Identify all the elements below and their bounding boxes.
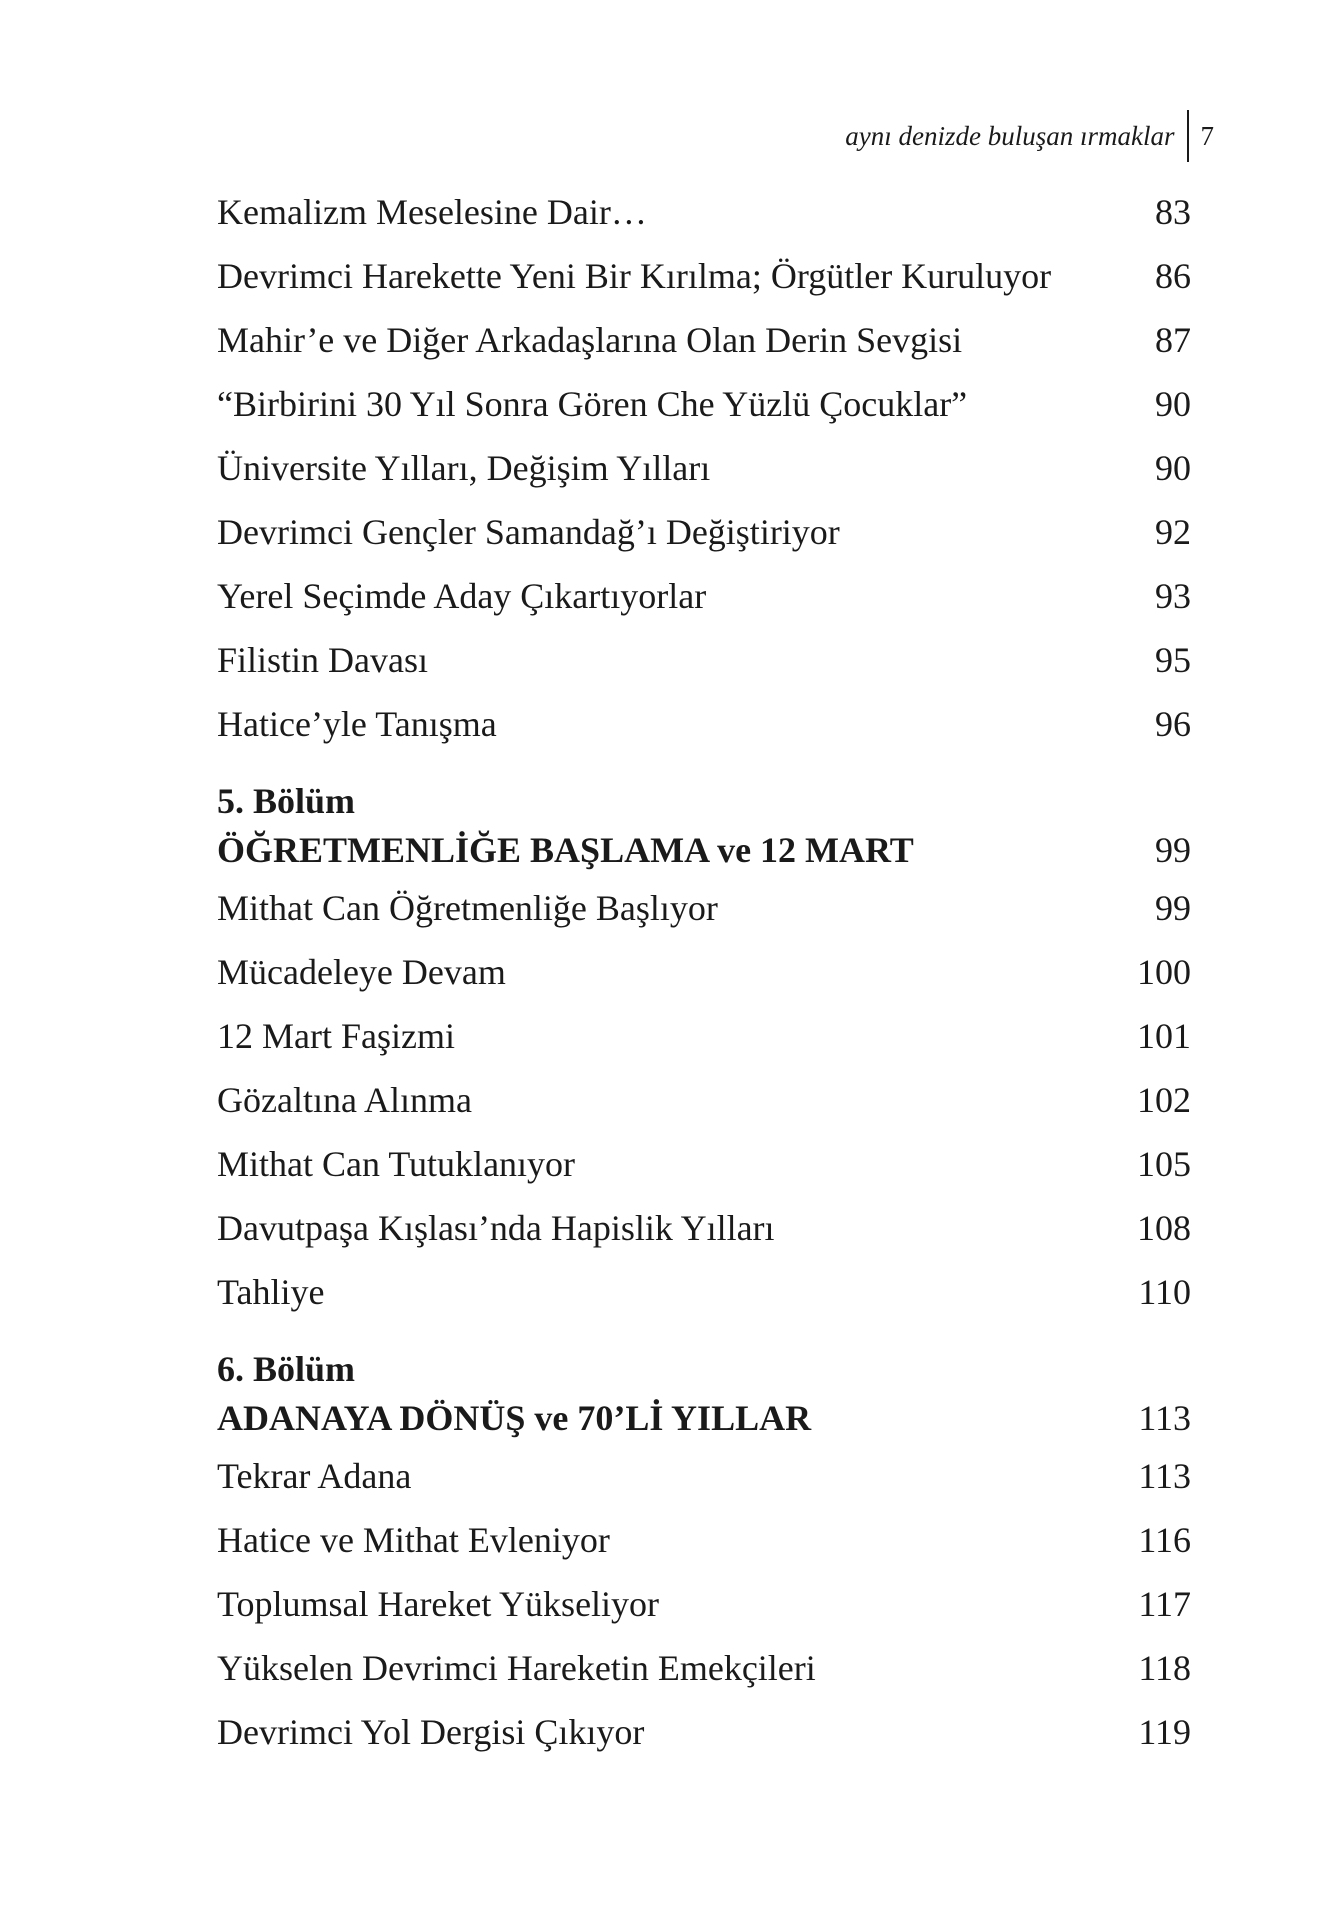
toc-entry [217,876,1191,940]
toc-entry-title: Davutpaşa Kışlası’nda Hapislik Yılları [217,1208,775,1248]
toc-entry-page: 105 [1137,1144,1191,1184]
toc-entry [217,564,1191,628]
toc-entry-title: Üniversite Yılları, Değişim Yılları [217,448,711,488]
toc-entry-page: 92 [1155,512,1191,552]
toc-entry-title: “Birbirini 30 Yıl Sonra Gören Che Yüzlü Çocuklar” [217,384,968,424]
toc-entry-title: Devrimci Harekette Yeni Bir Kırılma; Örgütler Kuruluyor [217,256,1052,296]
toc-entry-page: 90 [1155,448,1191,488]
toc-entry [217,180,1191,244]
running-title: aynı denizde buluşan ırmaklar [845,120,1175,151]
toc-entry-title: Yerel Seçimde Aday Çıkartıyorlar [217,576,707,616]
toc-entry-page: 110 [1138,1272,1191,1312]
toc-entry-page: 116 [1138,1520,1191,1560]
toc-entry [217,500,1191,564]
chapter-label: 6. Bölüm [217,1349,356,1389]
toc-entry-page: 87 [1155,320,1191,360]
toc-entry-title: Mahir’e ve Diğer Arkadaşlarına Olan Derin Sevgisi [217,320,963,360]
toc-entry [217,628,1191,692]
toc-entry-title: Mücadeleye Devam [217,952,506,992]
toc-entry-page: 113 [1138,1456,1191,1496]
chapter-title-row [217,824,1191,876]
toc-entry-page: 90 [1155,384,1191,424]
toc-entry [217,1132,1191,1196]
toc-entry [217,372,1191,436]
toc-entry-title: Hatice’yle Tanışma [217,704,497,744]
toc-entry-page: 96 [1155,704,1191,744]
chapter-6-section [217,1346,1191,1764]
toc-entry-title: Yükselen Devrimci Hareketin Emekçileri [217,1648,816,1688]
toc-entry [217,1572,1191,1636]
toc-entry-page: 95 [1155,640,1191,680]
chapter-title-row [217,1392,1191,1444]
toc-entry [217,308,1191,372]
toc-entry-title: Filistin Davası [217,640,429,680]
toc-entry [217,1068,1191,1132]
toc-entry [217,940,1191,1004]
toc-entry [217,1508,1191,1572]
toc-entry-page: 102 [1137,1080,1191,1120]
toc-entry-page: 118 [1138,1648,1191,1688]
toc-entry-title: 12 Mart Faşizmi [217,1016,455,1056]
toc-entry-title: Hatice ve Mithat Evleniyor [217,1520,610,1560]
toc-entry-page: 99 [1155,888,1191,928]
toc-entry-page: 108 [1137,1208,1191,1248]
toc-entry-page: 100 [1137,952,1191,992]
table-of-contents [217,180,1191,1764]
toc-entry-page: 101 [1137,1016,1191,1056]
chapter-title: ADANAYA DÖNÜŞ ve 70’Lİ YILLAR [217,1398,812,1438]
toc-entry-title: Mithat Can Tutuklanıyor [217,1144,576,1184]
running-header [845,110,1214,162]
toc-entry-title: Devrimci Gençler Samandağ’ı Değiştiriyor [217,512,840,552]
page-number: 7 [1200,120,1214,151]
toc-entry-page: 119 [1138,1712,1191,1752]
toc-entry [217,1636,1191,1700]
chapter-title: ÖĞRETMENLİĞE BAŞLAMA ve 12 MART [217,830,914,870]
toc-entry-title: Tekrar Adana [217,1456,412,1496]
chapter-page: 99 [1155,830,1191,870]
toc-entry-page: 93 [1155,576,1191,616]
toc-entry-title: Tahliye [217,1272,325,1312]
toc-entry-title: Gözaltına Alınma [217,1080,472,1120]
toc-entry [217,1260,1191,1324]
chapter-label: 5. Bölüm [217,781,356,821]
toc-entry [217,244,1191,308]
toc-entry-title: Toplumsal Hareket Yükseliyor [217,1584,660,1624]
toc-entry [217,1196,1191,1260]
toc-entry [217,1444,1191,1508]
toc-entry-title: Devrimci Yol Dergisi Çıkıyor [217,1712,645,1752]
chapter-page: 113 [1138,1398,1191,1438]
toc-entry-title: Mithat Can Öğretmenliğe Başlıyor [217,888,718,928]
toc-entry [217,1004,1191,1068]
toc-entry [217,1700,1191,1764]
toc-entry [217,436,1191,500]
chapter-5-section [217,778,1191,1324]
toc-entry [217,692,1191,756]
toc-entry-page: 83 [1155,192,1191,232]
toc-entry-page: 86 [1155,256,1191,296]
toc-entry-title: Kemalizm Meselesine Dair… [217,192,647,232]
toc-entry-page: 117 [1138,1584,1191,1624]
